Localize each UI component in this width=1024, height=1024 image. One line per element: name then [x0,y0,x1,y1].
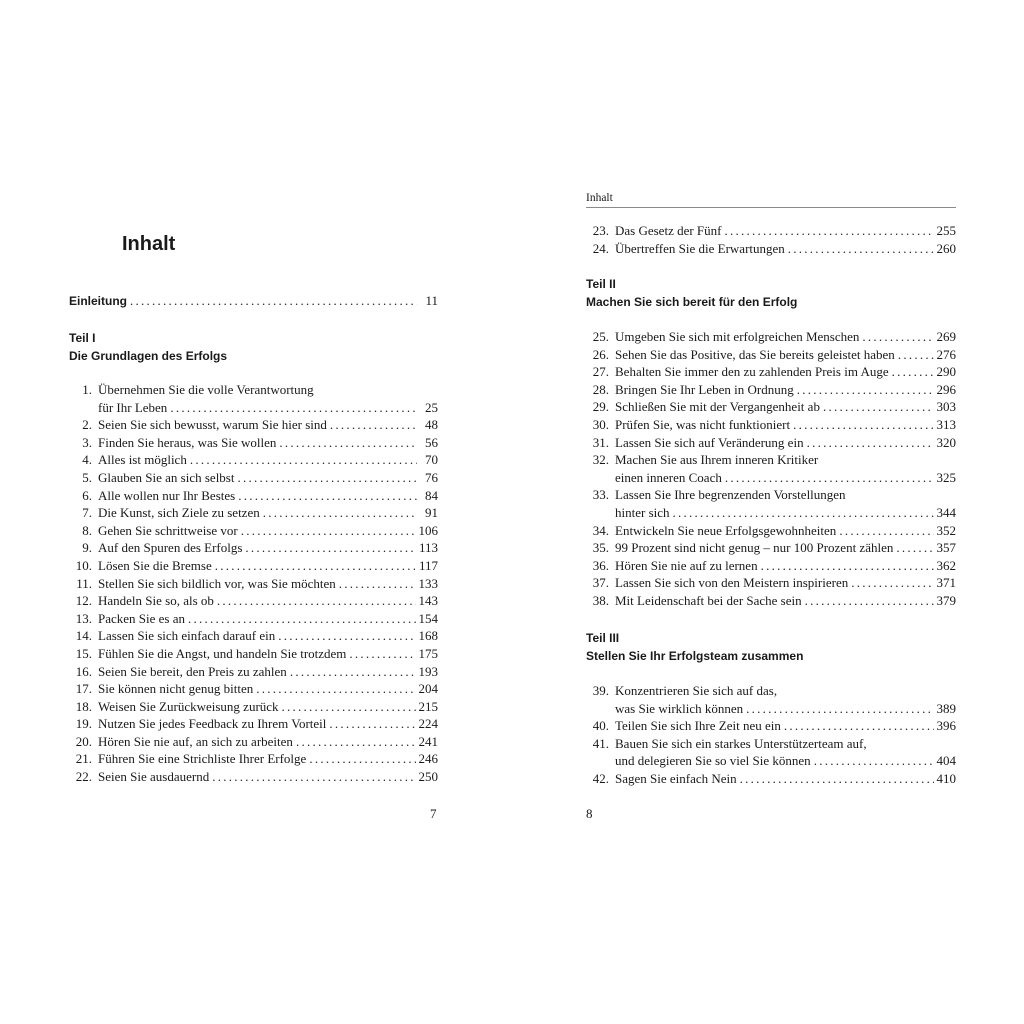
toc-entry [586,486,956,504]
entry-title: Fühlen Sie die Angst, und handeln Sie trotzdem [98,645,347,661]
leader-dots [797,381,934,399]
toc-entry [69,487,438,505]
leader-dots [245,539,416,557]
entry-page: 371 [936,575,956,591]
entry-number: 40. [592,718,609,734]
entry-title-continued: was Sie wirklich können [615,700,744,716]
entry-title-continued: hinter sich [615,504,670,520]
entry-page: 76 [425,469,438,485]
entry-title: Lassen Sie sich von den Meistern inspirieren [615,575,849,591]
leader-dots [725,222,934,240]
leader-dots [862,328,933,346]
entry-number: 32. [592,452,609,468]
leader-dots [740,770,934,788]
toc-entry [586,770,956,788]
entry-title: Stellen Sie sich bildlich vor, was Sie möchten [98,575,336,591]
toc-entry-continuation [69,399,438,417]
part-2-heading [586,275,797,311]
leader-dots [130,293,417,309]
entry-page: 113 [418,540,438,556]
entry-title: Lösen Sie die Bremse [98,557,212,573]
toc-entry [69,592,438,610]
entry-number: 31. [592,434,609,450]
leader-dots [212,768,415,786]
entry-title: Alle wollen nur Ihr Bestes [98,487,236,503]
toc-entry [69,645,438,663]
entry-number: 41. [592,735,609,751]
entry-page: 250 [418,769,438,785]
page-number-right: 8 [586,806,593,821]
entry-title: 99 Prozent sind nicht genug – nur 100 Prozent zählen [615,540,894,556]
entry-title: Prüfen Sie, was nicht funktioniert [615,416,791,432]
leader-dots [296,733,416,751]
part-2-title: Machen Sie sich bereit für den Erfolg [586,295,798,309]
entry-page: 143 [418,593,438,609]
toc-list-part-2 [586,328,956,610]
entry-number: 42. [592,770,609,786]
leader-dots [215,557,416,575]
toc-entry [586,522,956,540]
entry-page: 255 [936,223,956,238]
leader-dots [217,592,416,610]
entry-title: Sehen Sie das Positive, das Sie bereits geleistet haben [615,346,895,362]
entry-page: 313 [936,416,956,432]
toc-entry-continuation [586,700,956,718]
running-head: Inhalt [586,192,613,204]
leader-dots [170,399,417,417]
toc-entry-continuation [586,469,956,487]
toc-entry [586,434,956,452]
part-1-heading [69,329,227,365]
toc-entry [69,522,438,540]
toc-entry [586,451,956,469]
entry-number: 26. [592,346,609,362]
toc-entry [586,381,956,399]
intro-page: 11 [425,293,438,308]
leader-dots [190,451,417,469]
entry-page: 269 [936,329,956,344]
leader-dots [237,469,417,487]
toc-entry [69,610,438,628]
entry-page: 133 [418,575,438,591]
entry-title: Machen Sie aus Ihrem inneren Kritiker [615,452,819,468]
entry-number: 22. [75,769,92,785]
leader-dots [851,574,933,592]
entry-number: 12. [75,593,92,609]
leader-dots [349,645,415,663]
leader-dots [309,750,415,768]
leader-dots [814,752,934,770]
leader-dots [256,680,415,698]
leader-dots [896,539,933,557]
toc-entry [69,663,438,681]
leader-dots [839,522,933,540]
toc-entry [586,240,956,258]
toc-entry-introduction [69,293,438,309]
toc-entry [69,768,438,786]
toc-entry [586,539,956,557]
toc-entry [586,398,956,416]
leader-dots [823,398,934,416]
entry-page: 168 [418,628,438,644]
entry-number: 14. [75,628,92,644]
entry-title: Übertreffen Sie die Erwartungen [615,240,785,256]
entry-number: 24. [592,240,609,256]
part-1-label: Teil I [69,331,96,345]
right-page [512,0,1024,1024]
leader-dots [892,363,934,381]
entry-title: Das Gesetz der Fünf [615,223,722,238]
leader-dots [805,592,934,610]
entry-title: Entwickeln Sie neue Erfolgsgewohnheiten [615,522,837,538]
toc-entry [586,328,956,346]
entry-page: 56 [425,434,438,450]
entry-title: Seien Sie bereit, den Preis zu zahlen [98,663,287,679]
leader-dots [761,557,934,575]
leader-dots [241,522,416,540]
toc-entry [69,504,438,522]
toc-entry [586,557,956,575]
toc-entry [69,451,438,469]
leader-dots [673,504,934,522]
leader-dots [339,575,416,593]
entry-title: Lassen Sie sich auf Veränderung ein [615,434,804,450]
entry-number: 9. [82,540,92,556]
entry-page: 215 [418,698,438,714]
entry-page: 362 [936,557,956,573]
leader-dots [238,487,417,505]
entry-title: Glauben Sie an sich selbst [98,469,235,485]
entry-title: Behalten Sie immer den zu zahlenden Preis im Auge [615,364,889,380]
entry-page: 352 [936,522,956,538]
leader-dots [329,715,415,733]
toc-entry [586,735,956,753]
entry-number: 21. [75,751,92,767]
entry-number: 18. [75,698,92,714]
toc-entry [69,557,438,575]
entry-page: 290 [936,364,956,380]
part-3-heading [586,629,803,665]
toc-entry [69,469,438,487]
leader-dots [188,610,415,628]
leader-dots [330,416,417,434]
entry-page: 389 [936,700,956,716]
entry-number: 17. [75,681,92,697]
entry-page: 91 [425,505,438,521]
entry-title: Seien Sie ausdauernd [98,769,210,785]
entry-title-continued: einen inneren Coach [615,469,722,485]
leader-dots [793,416,933,434]
entry-title: Alles ist möglich [98,452,187,468]
entry-title: Gehen Sie schrittweise vor [98,522,238,538]
page-title: Inhalt [122,233,176,255]
toc-entry [69,715,438,733]
entry-page: 325 [936,469,956,485]
toc-entry [69,698,438,716]
leader-dots [278,627,415,645]
toc-entry [586,416,956,434]
entry-number: 33. [592,487,609,503]
entry-title: Hören Sie nie auf, an sich zu arbeiten [98,733,293,749]
entry-page: 303 [936,399,956,415]
entry-number: 37. [592,575,609,591]
leader-dots [279,434,417,452]
entry-number: 8. [82,522,92,538]
entry-page: 357 [936,540,956,556]
entry-page: 106 [418,522,438,538]
entry-title-continued: und delegieren Sie so viel Sie können [615,753,811,769]
entry-number: 5. [82,469,92,485]
toc-list-part-3 [586,682,956,788]
toc-list-continued [586,222,956,257]
entry-title: Konzentrieren Sie sich auf das, [615,683,778,698]
entry-page: 320 [936,434,956,450]
toc-entry [69,627,438,645]
toc-entry [69,539,438,557]
entry-title: Weisen Sie Zurückweisung zurück [98,698,279,714]
leader-dots [784,717,934,735]
toc-entry [586,717,956,735]
entry-title: Finden Sie heraus, was Sie wollen [98,434,277,450]
entry-number: 35. [592,540,609,556]
entry-page: 193 [418,663,438,679]
entry-number: 38. [592,592,609,608]
entry-title: Nutzen Sie jedes Feedback zu Ihrem Vorteil [98,716,327,732]
entry-page: 246 [418,751,438,767]
entry-number: 15. [75,645,92,661]
entry-title: Mit Leidenschaft bei der Sache sein [615,592,802,608]
entry-page: 396 [936,718,956,734]
entry-title: Teilen Sie sich Ihre Zeit neu ein [615,718,781,734]
entry-page: 404 [936,753,956,769]
toc-entry [69,680,438,698]
intro-label: Einleitung [69,294,127,308]
entry-page: 296 [936,381,956,397]
toc-entry-continuation [586,504,956,522]
entry-title: Sie können nicht genug bitten [98,681,254,697]
toc-entry [69,575,438,593]
entry-title: Umgeben Sie sich mit erfolgreichen Menschen [615,329,860,344]
part-1-title: Die Grundlagen des Erfolgs [69,349,228,363]
part-2-label: Teil II [586,277,616,291]
entry-number: 11. [76,575,92,591]
toc-entry [69,733,438,751]
entry-number: 30. [592,416,609,432]
entry-page: 224 [418,716,438,732]
entry-number: 25. [592,329,609,344]
entry-page: 84 [425,487,438,503]
toc-entry [69,416,438,434]
entry-number: 6. [82,487,92,503]
entry-page: 204 [418,681,438,697]
leader-dots [788,240,934,258]
entry-page: 276 [936,346,956,362]
page-number-left: 7 [430,806,437,821]
toc-entry [586,574,956,592]
toc-entry-continuation [586,752,956,770]
toc-entry [69,381,438,399]
entry-page: 260 [936,240,956,256]
entry-page: 344 [936,504,956,520]
entry-title: Packen Sie es an [98,610,186,626]
leader-dots [263,504,417,522]
entry-page: 410 [936,770,956,786]
toc-entry [69,434,438,452]
leader-dots [807,434,934,452]
entry-page: 175 [418,645,438,661]
entry-title: Führen Sie eine Strichliste Ihrer Erfolge [98,751,307,767]
leader-dots [725,469,934,487]
entry-number: 27. [592,364,609,380]
entry-page: 379 [936,592,956,608]
entry-page: 117 [418,557,438,573]
entry-title: Lassen Sie sich einfach darauf ein [98,628,276,644]
entry-title: Auf den Spuren des Erfolgs [98,540,243,556]
entry-title: Lassen Sie Ihre begrenzenden Vorstellungen [615,487,846,503]
part-3-label: Teil III [586,631,620,645]
entry-page: 241 [418,733,438,749]
entry-title: Hören Sie nie auf zu lernen [615,557,758,573]
leader-dots [290,663,416,681]
leader-dots [898,346,934,364]
entry-title: Bringen Sie Ihr Leben in Ordnung [615,381,794,397]
entry-number: 4. [82,452,92,468]
toc-entry [586,222,956,240]
entry-title-continued: für Ihr Leben [98,399,168,415]
entry-number: 19. [75,716,92,732]
entry-number: 1. [82,382,92,397]
toc-entry [586,682,956,700]
entry-page: 48 [425,417,438,433]
entry-title: Übernehmen Sie die volle Verantwortung [98,382,314,397]
entry-title: Sagen Sie einfach Nein [615,770,737,786]
toc-entry [586,592,956,610]
entry-title: Bauen Sie sich ein starkes Unterstützerteam auf, [615,735,867,751]
entry-number: 10. [75,557,92,573]
running-head-rule [586,207,956,208]
entry-title: Seien Sie sich bewusst, warum Sie hier sind [98,417,327,433]
leader-dots [746,700,933,718]
toc-entry [69,750,438,768]
entry-number: 23. [592,223,609,238]
entry-title: Handeln Sie so, als ob [98,593,214,609]
entry-number: 39. [592,683,609,698]
entry-number: 36. [592,557,609,573]
entry-number: 2. [82,417,92,433]
entry-number: 29. [592,399,609,415]
entry-page: 70 [425,452,438,468]
entry-number: 3. [82,434,92,450]
entry-page: 25 [425,399,438,415]
entry-number: 13. [75,610,92,626]
leader-dots [282,698,416,716]
toc-entry [586,346,956,364]
part-3-title: Stellen Sie Ihr Erfolgsteam zusammen [586,649,804,663]
entry-title: Die Kunst, sich Ziele zu setzen [98,505,260,521]
entry-number: 34. [592,522,609,538]
entry-number: 28. [592,381,609,397]
entry-number: 7. [82,505,92,521]
entry-number: 16. [75,663,92,679]
toc-list-part-1 [69,381,438,786]
toc-entry [586,363,956,381]
entry-title: Schließen Sie mit der Vergangenheit ab [615,399,820,415]
entry-page: 154 [418,610,438,626]
entry-number: 20. [75,733,92,749]
